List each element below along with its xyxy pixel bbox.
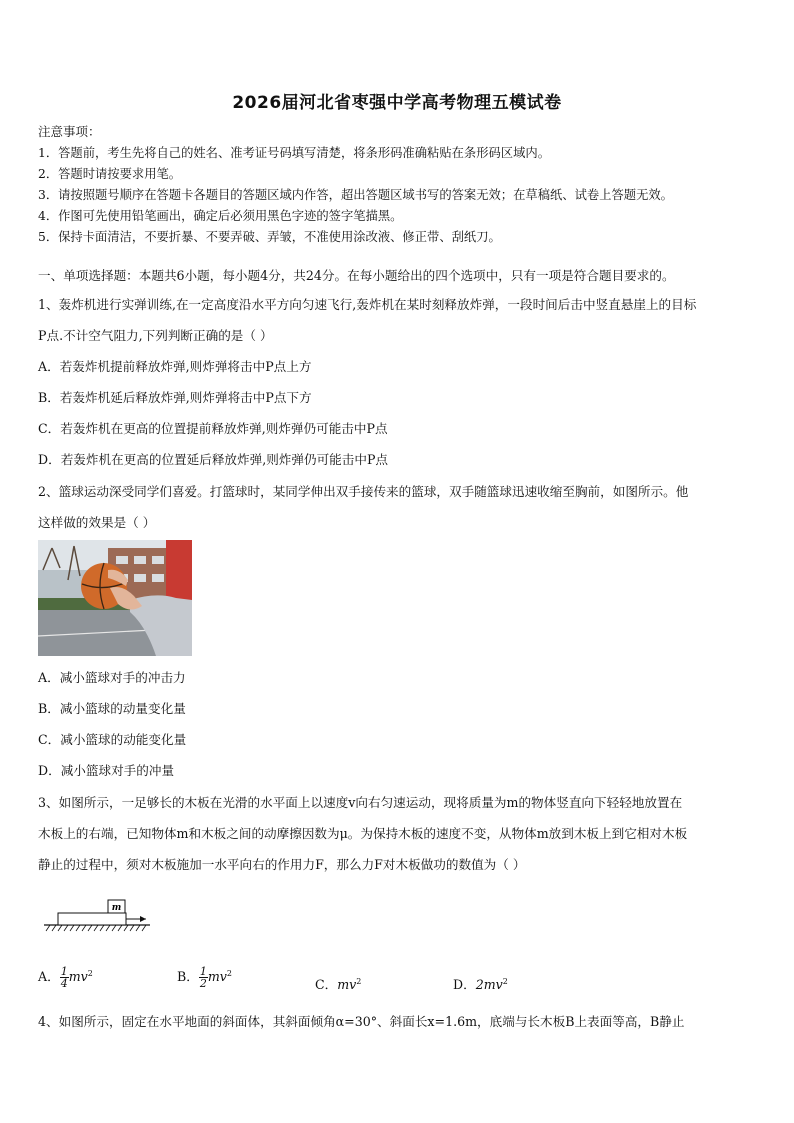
question-2-option-d: D．减小篮球对手的冲量	[38, 763, 175, 778]
question-4-line-1: 4、如图所示，固定在水平地面的斜面体，其斜面倾角α=30°、斜面长x=1.6m，底端与长木板B上表面等高，B静止	[38, 1014, 685, 1029]
question-3-option-b: B． $\frac{1}{2}$ $mv^2$	[177, 965, 233, 990]
question-1-option-b: B．若轰炸机延后释放炸弹,则炸弹将击中P点下方	[38, 390, 312, 405]
notice-heading: 注意事项：	[38, 124, 101, 139]
question-2-option-c: C．减小篮球的动能变化量	[38, 732, 187, 747]
question-3-line-3: 静止的过程中，须对木板施加一水平向右的作用力F，那么力F对木板做功的数值为（ ）	[38, 857, 526, 872]
question-2-line-2: 这样做的效果是（ ）	[38, 515, 156, 530]
fraction: $\frac{1}{4}$	[60, 965, 68, 990]
notice-item: 3．请按照题号顺序在答题卡各题目的答题区域内作答，超出答题区域书写的答案无效；在草稿纸、试卷上答题无效。	[38, 188, 673, 202]
notice-item: 5．保持卡面清洁，不要折暴、不要弄破、弄皱，不准使用涂改液、修正带、刮纸刀。	[38, 230, 501, 244]
basketball-photo	[38, 540, 192, 656]
question-3-line-2: 木板上的右端，已知物体m和木板之间的动摩擦因数为μ。为保持木板的速度不变，从物体m放到木板上到它相对木板	[38, 826, 688, 841]
question-2-line-1: 2、篮球运动深受同学们喜爱。打篮球时，某同学伸出双手接传来的篮球，双手随篮球迅速收缩至胸前，如图所示。他	[38, 484, 689, 499]
notice-item: 2．答题时请按要求用笔。	[38, 167, 182, 181]
page-title: 2026届河北省枣强中学高考物理五模试卷	[232, 93, 562, 113]
question-1-line-2: P点.不计空气阻力,下列判断正确的是（ ）	[38, 328, 273, 343]
question-1-option-d: D．若轰炸机在更高的位置延后释放炸弹,则炸弹仍可能击中P点	[38, 452, 389, 467]
fraction: $\frac{1}{2}$	[199, 965, 207, 990]
notice-item: 4．作图可先使用铅笔画出，确定后必须用黑色字迹的签字笔描黑。	[38, 209, 403, 223]
question-3-line-1: 3、如图所示，一足够长的木板在光滑的水平面上以速度v向右匀速运动，现将质量为m的物体竖直向下轻轻地放置在	[38, 795, 683, 810]
question-2-option-b: B．减小篮球的动量变化量	[38, 701, 186, 716]
question-3-option-c: C．$mv^2$	[315, 976, 362, 992]
question-1-option-a: A．若轰炸机提前释放炸弹,则炸弹将击中P点上方	[38, 359, 312, 374]
section-heading: 一、单项选择题：本题共6小题，每小题4分，共24分。在每小题给出的四个选项中，只有一项是符合题目要求的。	[38, 268, 675, 283]
question-3-option-d: D．$2mv^2$	[453, 976, 508, 992]
question-2-option-a: A．减小篮球对手的冲击力	[38, 670, 186, 685]
board-block-diagram	[40, 895, 154, 935]
question-1-line-1: 1、轰炸机进行实弹训练,在一定高度沿水平方向匀速飞行,轰炸机在某时刻释放炸弹，一段时间后击中竖直悬崖上的目标	[38, 297, 697, 312]
question-3-option-a: A． $\frac{1}{4}$ $mv^2$	[38, 965, 93, 990]
notice-item: 1．答题前，考生先将自己的姓名、准考证号码填写清楚，将条形码准确粘贴在条形码区域内。	[38, 146, 550, 160]
block-label: m	[111, 903, 122, 913]
question-1-option-c: C．若轰炸机在更高的位置提前释放炸弹,则炸弹仍可能击中P点	[38, 421, 388, 436]
